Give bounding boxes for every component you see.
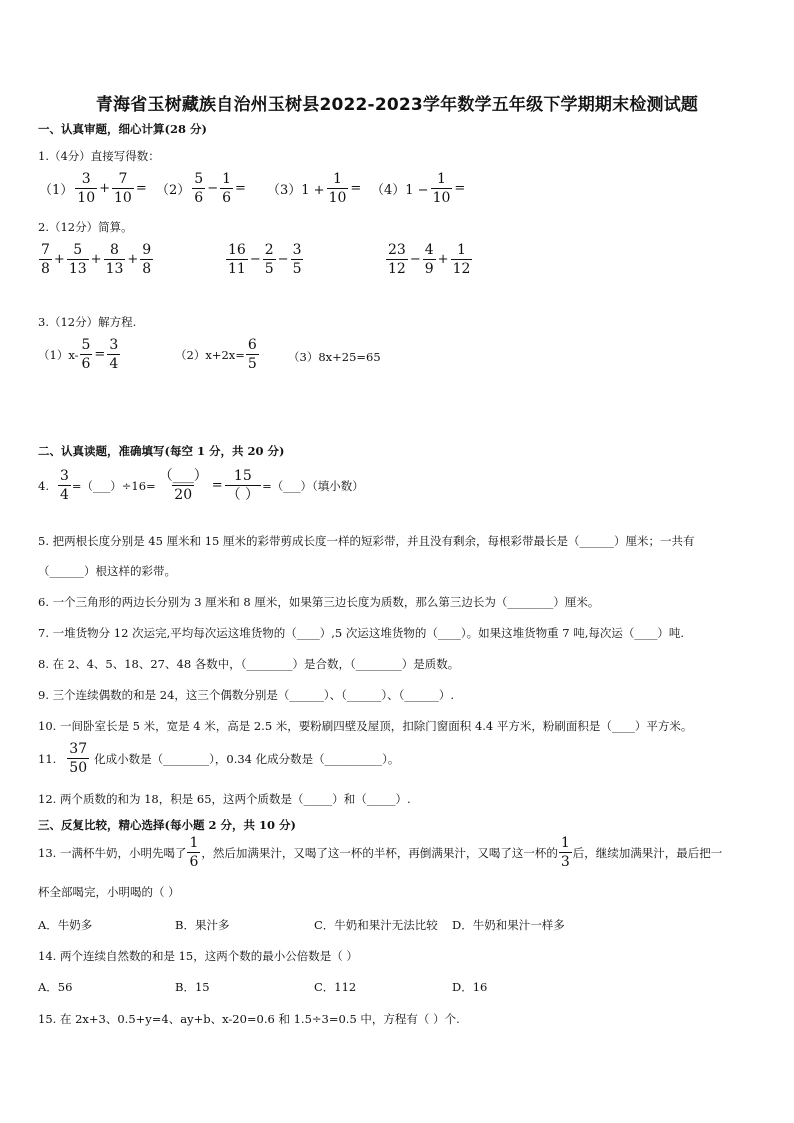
q6: 6. 一个三角形的两边长分别为 3 厘米和 8 厘米，如果第三边长度为质数，那么第三边长为（________）厘米。 [38,595,600,609]
q10: 10. 一间卧室长是 5 米，宽是 4 米，高是 2.5 米，要粉刷四壁及屋顶，扣除门窗面积 4.4 平方米，粉刷面积是（____）平方米。 [38,719,693,733]
q12: 12. 两个质数的和为 18，积是 65，这两个质数是（_____）和（_____）. [38,792,411,806]
section-3-heading: 三、反复比较，精心选择(每小题 2 分，共 10 分) [38,818,296,832]
q1-item-4: （4）1 − $\frac{1}{10}$ = [371,171,466,206]
q14-option-c[interactable]: C．112 [314,980,357,994]
q3-equation-2: （2）x+2x= $\frac{6}{5}$ [175,337,257,372]
q3-stem: 3.（12分）解方程. [38,315,137,329]
q1-item-1: （1） $\frac{3}{10}$ + $\frac{7}{10}$ = [39,171,147,206]
q3-equation-1: （1）x- $\frac{5}{6}$ = $\frac{3}{4}$ [38,337,119,372]
q5-line-1: 5. 把两根长度分别是 45 厘米和 15 厘米的彩带剪成长度一样的短彩带，并且没有剩余，每根彩带最长是（______）厘米；一共有 [38,534,695,548]
q13-line-1: 13. 一满杯牛奶，小明先喝了 $\frac{1}{6}$ ，然后加满果汁，又喝了这一杯的半杯，再倒满果汁，又喝了这一杯的 $\frac{1}{3}$ 后，继续加满果汁，最后把一 [38,835,723,870]
q13-option-d[interactable]: D．牛奶和果汁一样多 [452,918,565,932]
q1-stem: 1.（4分）直接写得数： [38,149,160,163]
q8: 8. 在 2、4、5、18、27、48 各数中，（________）是合数，（________）是质数。 [38,657,460,671]
q13-line-2: 杯全部喝完，小明喝的（ ） [38,885,180,899]
section-2-heading: 二、认真读题，准确填写(每空 1 分，共 20 分) [38,444,285,458]
q14-option-a[interactable]: A．56 [38,980,73,994]
q2-expression-3: $\frac{23}{12}$ − $\frac{4}{9}$ + $\frac{1}{12}$ [388,242,471,277]
q5-line-2: （______）根这样的彩带。 [38,564,176,578]
q2-expression-2: $\frac{16}{11}$ − $\frac{2}{5}$ − $\frac{3}{5}$ [228,242,302,277]
q11-line: 11. $\frac{37}{50}$ 化成小数是（________），0.34 化成分数是（__________）。 [38,741,400,776]
q1-item-2: （2） $\frac{5}{6}$ − $\frac{1}{6}$ = [156,171,246,206]
q14-option-b[interactable]: B．15 [175,980,210,994]
q14-stem: 14. 两个连续自然数的和是 15，这两个数的最小公倍数是（ ） [38,949,358,963]
q7: 7. 一堆货物分 12 次运完,平均每次运这堆货物的（____）,5 次运这堆货物的（____）。如果这堆货物重 7 吨,每次运（____）吨. [38,626,685,640]
q4-line: 4. $\frac{3}{4}$ =（___）÷16= $\frac{(\_\_\_)}{20}$ = $\frac{15}{( )}$ =（___）（填小数） [38,468,364,503]
q9: 9. 三个连续偶数的和是 24，这三个偶数分别是（______）、（______）、（______）. [38,688,455,702]
q2-expression-1: $\frac{7}{8}$ + $\frac{5}{13}$ + $\frac{8}{13}$ + $\frac{9}{8}$ [41,242,152,277]
q15: 15. 在 2x+3、0.5+y=4、ay+b、x-20=0.6 和 1.5÷3=0.5 中，方程有（ ）个. [38,1012,460,1026]
section-1-heading: 一、认真审题，细心计算(28 分) [38,122,207,136]
q2-stem: 2.（12分）简算。 [38,220,133,234]
q13-option-a[interactable]: A．牛奶多 [38,918,93,932]
page-title: 青海省玉树藏族自治州玉树县2022-2023学年数学五年级下学期期末检测试题 [95,95,699,115]
q3-equation-3: （3）8x+25=65 [288,350,381,364]
q13-option-b[interactable]: B．果汁多 [175,918,230,932]
q14-option-d[interactable]: D．16 [452,980,488,994]
q1-item-3: （3）1 + $\frac{1}{10}$ = [267,171,362,206]
q13-option-c[interactable]: C．牛奶和果汁无法比较 [314,918,438,932]
